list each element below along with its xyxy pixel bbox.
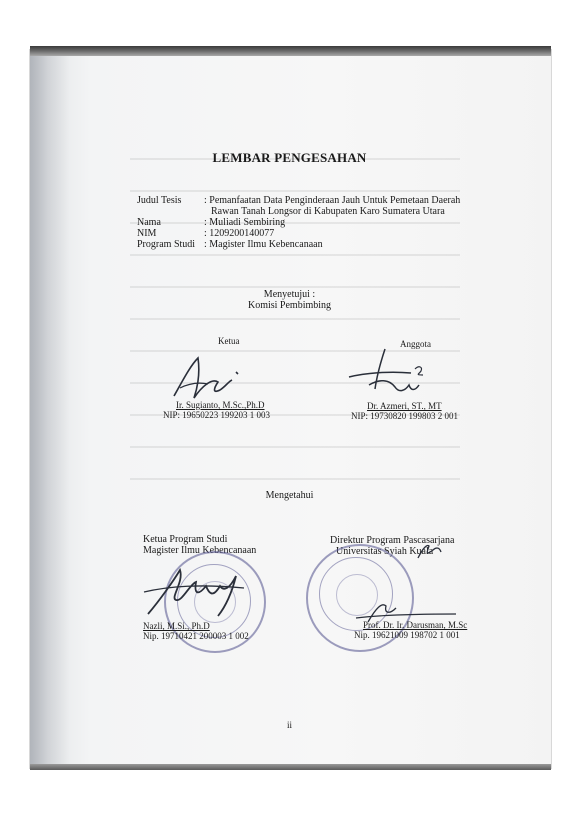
mengetahui-label: Mengetahui xyxy=(265,490,314,501)
nama-label: Nama xyxy=(137,217,161,228)
anggota-signature xyxy=(345,345,435,403)
anggota-nip: NIP: 19730820 199803 2 001 xyxy=(351,411,459,421)
nama-value: : Muliadi Sembiring xyxy=(204,217,286,228)
ketua-role: Ketua xyxy=(218,336,240,346)
ketua-nip: NIP: 19650223 199203 1 003 xyxy=(163,410,271,420)
kaprodi-nip: Nip. 19710421 200003 1 002 xyxy=(143,631,249,641)
anggota-role: Anggota xyxy=(400,339,431,349)
ketua-name: Ir. Sugianto, M.Sc.,Ph.D xyxy=(176,400,265,410)
kaprodi-role-line-2: Magister Ilmu Kebencanaan xyxy=(143,545,257,556)
anggota-name: Dr. Azmeri, ST., MT xyxy=(367,401,442,411)
direktur-initial-mark xyxy=(415,542,445,562)
page-number: ii xyxy=(286,720,292,730)
program-label: Program Studi xyxy=(137,239,196,250)
direktur-role-line-1: Direktur Program Pascasarjana xyxy=(330,535,455,546)
scan-bottom-edge xyxy=(30,764,551,770)
nim-value: : 1209200140077 xyxy=(204,228,275,239)
kaprodi-role-line-1: Ketua Program Studi xyxy=(143,534,228,545)
direktur-role-line-2: Universitas Syiah Kuala xyxy=(336,546,434,557)
kaprodi-signature xyxy=(140,562,260,620)
direktur-nip: Nip. 19621009 198702 1 001 xyxy=(354,630,460,640)
approval-line-2: Komisi Pembimbing xyxy=(247,300,332,311)
page-title: LEMBAR PENGESAHAN xyxy=(212,150,367,165)
ketua-signature xyxy=(168,352,248,404)
program-value: : Magister Ilmu Kebencanaan xyxy=(204,239,323,250)
scan-top-edge xyxy=(30,46,551,56)
kaprodi-name: Nazli, M.Si., Ph.D xyxy=(143,621,210,631)
judul-line-1: : Pemanfaatan Data Penginderaan Jauh Untuk Pemetaan Daerah xyxy=(204,195,461,206)
nim-label: NIM xyxy=(137,228,157,239)
judul-line-2: Rawan Tanah Longsor di Kabupaten Karo Sumatera Utara xyxy=(211,206,445,217)
direktur-name: Prof. Dr. Ir. Darusman, M.Sc xyxy=(363,620,468,630)
judul-label: Judul Tesis xyxy=(137,195,182,206)
approval-line-1: Menyetujui : xyxy=(263,289,316,300)
